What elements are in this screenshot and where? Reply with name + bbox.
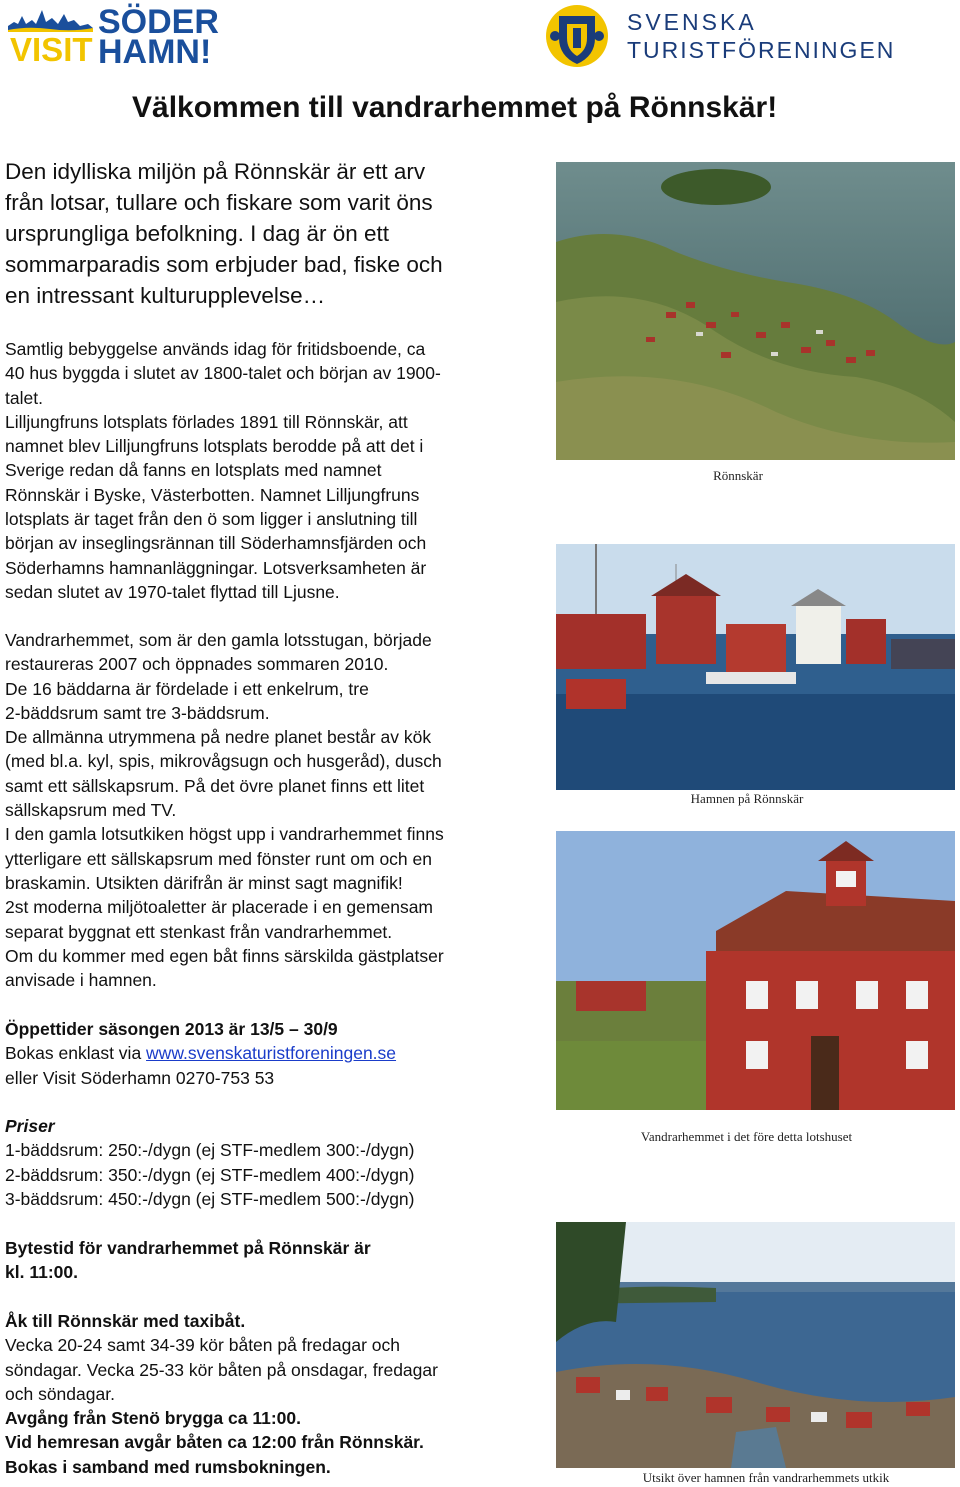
checkout-line: Bytestid för vandrarhemmet på Rönnskär är [5, 1238, 371, 1258]
price-row: 3-bäddsrum: 450:-/dygn (ej STF-medlem 500:-/dygn) [5, 1188, 415, 1209]
soder-word: SÖDER [98, 3, 219, 41]
taxi-heading: Åk till Rönnskär med taxibåt. [5, 1311, 246, 1331]
taxi-section [5, 1309, 545, 1479]
stf-emblem-icon [545, 2, 609, 70]
price-row: 1-bäddsrum: 250:-/dygn (ej STF-medlem 300:-/dygn) [5, 1140, 415, 1161]
hostel-line: Vandrarhemmet, som är den gamla lotsstugan, började [5, 630, 432, 650]
hostel-paragraph [5, 628, 545, 992]
house-photo [556, 831, 955, 1110]
hostel-house-image [556, 831, 955, 1110]
hostel-line: De allmänna utrymmena på nedre planet består av kök [5, 727, 432, 748]
hostel-line: braskamin. Utsikten därifrån är minst sagt magnifik! [5, 872, 403, 893]
taxi-bold-line: Bokas i samband med rumsbokningen. [5, 1456, 331, 1477]
hostel-line: separat byggnat ett stenkast från vandrarhemmet. [5, 921, 393, 942]
harbor-view-image [556, 1222, 955, 1468]
hostel-line: I den gamla lotsutkiken högst upp i vandrarhemmet finns [5, 824, 444, 845]
hours-heading: Öppettider säsongen 2013 är 13/5 – 30/9 [5, 1019, 338, 1039]
history-line: 40 hus byggda i slutet av 1800-talet och början av 1900- [5, 363, 441, 384]
history-line: Samtlig bebyggelse används idag för fritidsboende, ca [5, 339, 426, 359]
hostel-line: anvisade i hamnen. [5, 970, 157, 991]
taxi-line: och söndagar. [5, 1383, 115, 1404]
harbor-image [556, 544, 955, 790]
hamn-word: HAMN! [98, 33, 212, 71]
stf-website-link[interactable]: www.svenskaturistforeningen.se [146, 1043, 397, 1064]
view-photo [556, 1222, 955, 1468]
hostel-line: samt ett sällskapsrum. På det övre planet finns ett litet [5, 775, 425, 796]
checkout-line: kl. 11:00. [5, 1262, 78, 1283]
history-line: sedan slutet av 1970-talet flyttad till Ljusne. [5, 581, 340, 602]
harbor-photo [556, 544, 955, 790]
taxi-line: Vecka 20-24 samt 34-39 kör båten på fredagar och [5, 1335, 400, 1356]
stf-logo [545, 2, 896, 72]
house-caption: Vandrarhemmet i det före detta lotshuset [640, 1129, 853, 1144]
page-title: Välkommen till vandrarhemmet på Rönnskär! [132, 91, 778, 124]
stf-line1: SVENSKA [627, 9, 757, 35]
hostel-line: 2-bäddsrum samt tre 3-bäddsrum. [5, 702, 270, 723]
opening-hours [5, 1017, 545, 1090]
booking-prefix: Bokas enklast via [5, 1043, 147, 1064]
skyline-icon [8, 2, 93, 32]
aerial-island-image [556, 162, 955, 460]
visit-word: VISIT [10, 31, 93, 68]
aerial-caption: Rönnskär [713, 468, 763, 483]
hostel-line: sällskapsrum med TV. [5, 800, 177, 821]
booking-alt: eller Visit Söderhamn 0270-753 53 [5, 1067, 275, 1088]
intro-line: sommarparadis som erbjuder bad, fiske och [5, 252, 443, 277]
aerial-photo [556, 162, 955, 460]
history-line: Söderhamns hamnanläggningar. Lotsverksamheten är [5, 557, 427, 578]
hostel-line: 2st moderna miljötoaletter är placerade i en gemensam [5, 897, 433, 918]
harbor-caption: Hamnen på Rönnskär [690, 791, 804, 806]
history-line: början av inseglingsrännan till Söderhamnsfjärden och [5, 533, 427, 554]
hostel-line: Om du kommer med egen båt finns särskilda gästplatser [5, 945, 444, 966]
history-line: namnet blev Lilljungfruns lotsplats berodde på att det i [5, 436, 424, 457]
hostel-line: De 16 bäddarna är fördelade i ett enkelrum, tre [5, 678, 369, 699]
hostel-line: ytterligare ett sällskapsrum med fönster runt om och en [5, 848, 432, 869]
hostel-line: restaureras 2007 och öppnades sommaren 2010. [5, 654, 389, 675]
intro-line: ursprungliga befolkning. I dag är ön ett [5, 221, 390, 246]
taxi-line: söndagar. Vecka 25-33 kör båten på onsdagar, fredagar [5, 1359, 438, 1380]
prices-section [5, 1114, 545, 1211]
taxi-bold-line: Vid hemresan avgår båten ca 12:00 från Rönnskär. [5, 1432, 424, 1453]
history-line: talet. [5, 387, 43, 408]
intro-line: en intressant kulturupplevelse… [5, 283, 326, 308]
history-line: Lilljungfruns lotsplats förlades 1891 till Rönnskär, att [5, 411, 408, 432]
history-line: lotsplats är taget från den ö som ligger i anslutning till [5, 509, 418, 530]
history-line: Sverige redan då fanns en lotsplats med namnet [5, 460, 382, 481]
booking-line [5, 1041, 545, 1065]
intro-line: Den idylliska miljön på Rönnskär är ett arv [5, 159, 426, 184]
history-line: Rönnskär i Byske, Västerbotten. Namnet Lilljungfruns [5, 484, 420, 505]
intro-line: från lotsar, tullare och fiskare som varit öns [5, 190, 433, 215]
stf-line2: TURISTFÖRENINGEN [627, 37, 896, 63]
hostel-line: (med bl.a. kyl, spis, mikrovågsugn och husgeråd), dusch [5, 751, 442, 772]
history-paragraph [5, 337, 545, 604]
visit-soderhamn-logo [4, 2, 219, 71]
view-caption: Utsikt över hamnen från vandrarhemmets utkik [642, 1470, 890, 1485]
taxi-bold-line: Avgång från Stenö brygga ca 11:00. [5, 1408, 301, 1429]
checkout-section [5, 1236, 545, 1285]
price-row: 2-bäddsrum: 350:-/dygn (ej STF-medlem 400:-/dygn) [5, 1164, 415, 1185]
intro-paragraph [5, 156, 545, 311]
prices-heading: Priser [5, 1116, 55, 1136]
